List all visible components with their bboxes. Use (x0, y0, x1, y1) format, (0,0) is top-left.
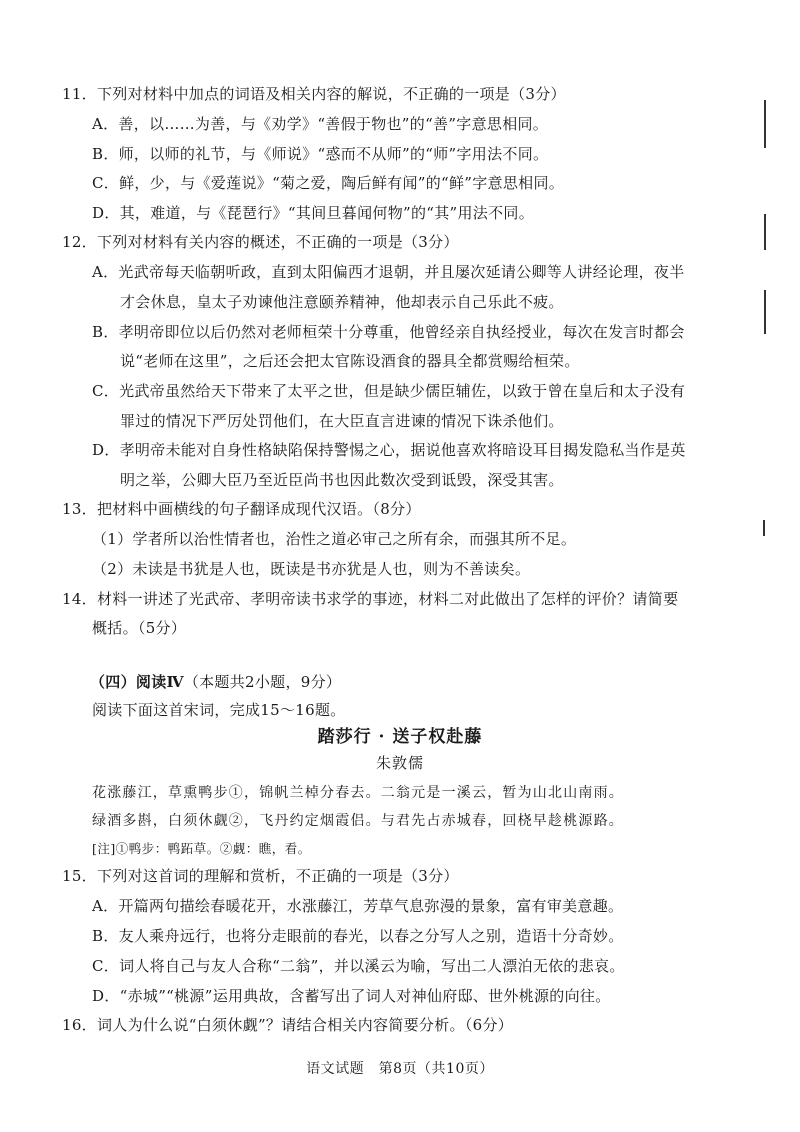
q11-option-b: B．师，以师的礼节，与《师说》“惑而不从师”的“师”字用法不同。 (92, 145, 549, 163)
q15-option-b: B．友人乘舟远行，也将分走眼前的春光，以春之分写人之别，造语十分奇妙。 (92, 927, 624, 945)
page-footer: 语文试题 第8页（共10页） (306, 1061, 494, 1077)
q11-stem: 11．下列对材料中加点的词语及相关内容的解说，不正确的一项是（3分） (62, 85, 566, 103)
q14-stem-line1: 14．材料一讲述了光武帝、孝明帝读书求学的事迹，材料二对此做出了怎样的评价？请简要 (62, 590, 679, 608)
q12-option-d-line2: 明之举，公卿大臣乃至近臣尚书也因此数次受到诋毁，深受其害。 (120, 471, 564, 489)
q13-sentence-1: （1）学者所以治性情者也，治性之道必审己之所有余，而强其所不足。 (92, 530, 577, 548)
q12-option-a-line1: A．光武帝每天临朝听政，直到太阳偏西才退朝，并且屡次延请公卿等人讲经论理，夜半 (92, 263, 685, 281)
q12-option-b-line1: B．孝明帝即位以后仍然对老师桓荣十分尊重，他曾经亲自执经授业，每次在发言时都会 (92, 323, 685, 341)
q15-option-a: A．开篇两句描绘春暖花开，水涨藤江，芳草气息弥漫的景象，富有审美意趣。 (92, 897, 624, 915)
section-heading (90, 672, 341, 692)
poem-note: [注]①鸭步：鸭跖草。②觑：瞧，看。 (92, 841, 311, 856)
q15-stem: 15．下列对这首词的理解和赏析，不正确的一项是（3分） (62, 867, 459, 885)
q11-option-a: A．善，以……为善，与《劝学》“善假于物也”的“善”字意思相同。 (92, 115, 549, 133)
margin-mark (764, 100, 766, 148)
poem-line-1: 花涨藤江，草熏鸭步①，锦帆兰棹分春去。二翁元是一溪云，暂为山北山南雨。 (92, 785, 624, 801)
q12-option-c-line1: C．光武帝虽然给天下带来了太平之世，但是缺少儒臣辅佐，以致于曾在皇后和太子没有 (92, 382, 686, 400)
q11-option-c: C．鲜，少，与《爱莲说》“菊之爱，陶后鲜有闻”的“鲜”字意思相同。 (92, 174, 565, 192)
q11-option-d: D．其，难道，与《琵琶行》“其间旦暮闻何物”的“其”用法不同。 (92, 204, 535, 222)
q12-option-d-line1: D．孝明帝未能对自身性格缺陷保持警惕之心，据说他喜欢将暗设耳目揭发隐私当作是英 (92, 441, 686, 459)
poem-line-2: 绿酒多斟，白须休觑②，飞丹约定烟霞侣。与君先占赤城春，回桡早趁桃源路。 (92, 813, 624, 829)
q13-stem: 13．把材料中画横线的句子翻译成现代汉语。（8分） (62, 500, 421, 518)
q14-stem-line2: 概括。（5分） (92, 619, 187, 637)
q15-option-d: D．“赤城”“桃源”运用典故，含蓄写出了词人对神仙府邸、世外桃源的向往。 (92, 987, 611, 1005)
q16-stem: 16．词人为什么说“白须休觑”？请结合相关内容简要分析。（6分） (62, 1016, 514, 1034)
margin-mark (764, 214, 766, 250)
q12-option-a-line2: 才会休息，皇太子劝谏他注意颐养精神，他却表示自己乐此不疲。 (120, 293, 564, 311)
section-heading-note: （本题共2小题，9分） (183, 673, 342, 691)
poem-author: 朱敦儒 (375, 754, 424, 772)
q12-option-b-line2: 说“老师在这里”，之后还会把太官陈设酒食的器具全都赏赐给桓荣。 (120, 352, 580, 370)
q12-option-c-line2: 罪过的情况下严厉处罚他们，在大臣直言进谏的情况下诛杀他们。 (120, 412, 564, 430)
q15-option-c: C．词人将自己与友人合称“二翁”，并以溪云为喻，写出二人漂泊无依的悲哀。 (92, 957, 625, 975)
q12-stem: 12．下列对材料有关内容的概述，不正确的一项是（3分） (62, 233, 459, 251)
q13-sentence-2: （2）未读是书犹是人也，既读是书亦犹是人也，则为不善读矣。 (92, 560, 531, 578)
margin-mark (764, 290, 766, 334)
poem-title: 踏莎行 · 送子权赴藤 (317, 727, 483, 747)
margin-mark (763, 520, 765, 536)
section-instruction: 阅读下面这首宋词，完成15～16题。 (92, 701, 346, 719)
section-heading-title: （四）阅读Ⅳ (90, 673, 184, 691)
